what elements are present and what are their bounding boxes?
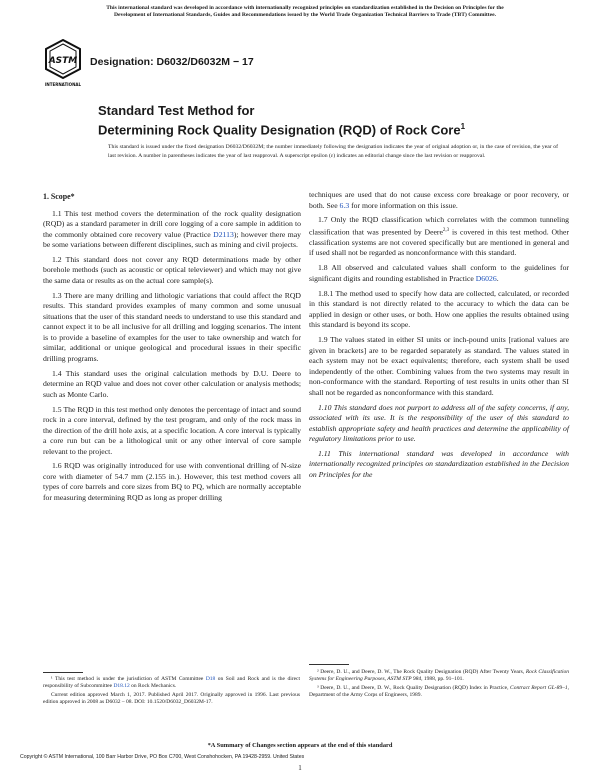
paragraph-text: 1.7 Only the RQD classification which correlates with the common tunneling classification that was presented by Deere xyxy=(309,215,569,237)
paragraph-1-11: 1.11 This international standard was developed in accordance with internationally recognized principles on standardization established in the Decision on Principles for the xyxy=(309,448,569,479)
footnote-italic: Contract Report GL-89–1 xyxy=(510,684,568,691)
paragraph-text: ); however there may be some variations between different disciplines, such as mining and civil projects. xyxy=(43,229,301,249)
footnote-text: ¹ This test method is under the jurisdiction of ASTM Committee xyxy=(51,676,206,682)
paragraph-1-4: 1.4 This standard uses the original calculation methods by D.U. Deere to determine an RQD value and does not cover other calculation or analysis methods; such as Monte Carlo. xyxy=(43,368,301,399)
top-notice-line2: Development of International Standards, Guides and Recommendations issued by the World Trade Organization Technical Barriers to Trade (TBT) Committee. xyxy=(113,12,497,18)
link-section-6-3[interactable]: 6.3 xyxy=(339,200,350,210)
paragraph-text: for more information on this issue. xyxy=(349,200,458,210)
link-d6026[interactable]: D6026 xyxy=(475,273,497,283)
footnote-text: , 1988, pp. 91–101. xyxy=(421,676,464,683)
footnote-2 xyxy=(309,669,569,684)
footnotes-left xyxy=(43,676,300,708)
paragraph-1-5: 1.5 The RQD in this test method only denotes the percentage of intact and sound rock in a core interval, defined by the test program, and only of the rock mass in the direction of the drill hole axis, at a specific location. A core interval is typically a core run but can be a lithological unit or any other interval of core sample relevant to the project. xyxy=(43,404,301,456)
title-text: Determining Rock Quality Designation (RQD) of Rock Core xyxy=(98,122,461,138)
top-notice-line1: This international standard was developed in accordance with internationally recognized principles on standardization established in the Decision on Principles for the xyxy=(106,5,504,11)
footnote-text: , Department of the Army Corps of Engineers, 1989. xyxy=(309,684,569,699)
copyright-line: Copyright © ASTM International, 100 Barr Harbor Drive, PO Box C700, West Conshohocken, PA 19428-2959. United States xyxy=(20,754,305,760)
footnote-divider-right xyxy=(309,664,349,665)
footnotes-right xyxy=(309,669,569,701)
section-heading-scope: 1. Scope* xyxy=(43,192,75,201)
designation: Designation: D6032/D6032M − 17 xyxy=(90,56,254,68)
footnote-1 xyxy=(43,676,300,691)
astm-logo xyxy=(44,39,82,89)
paragraph-1-7 xyxy=(309,215,569,259)
summary-of-changes-note: *A Summary of Changes section appears at the end of this standard xyxy=(207,742,393,749)
footnote-text: ² Deere, D. U., and Deere, D. W., The Rock Quality Designation (RQD) After Twenty Years, xyxy=(317,669,526,675)
footnote-edition: Current edition approved March 1, 2017. Published April 2017. Originally approved in 1996. Last previous edition approved in 2008 as D6032 – 08. DOI: 10.1520/D6032_D6032M-17. xyxy=(43,691,300,706)
paragraph-1-2: 1.2 This standard does not cover any RQD determinations made by other borehole methods (such as acoustic or optical televiewer) and which may not give the same data or results as on the actual core sample(s). xyxy=(43,254,301,285)
paragraph-1-10: 1.10 This standard does not purport to address all of the safety concerns, if any, associated with its use. It is the responsibility of the user of this standard to establish appropriate safety and health practices and determine the applicability of regulatory limitations prior to use. xyxy=(309,402,569,444)
paragraph-1-8 xyxy=(309,263,569,284)
footnote-3 xyxy=(309,685,569,700)
link-d18-12[interactable]: D18.12 xyxy=(113,683,130,690)
paragraph-text: 1.1 This test method covers the determination of the rock quality designation (RQD) as a standard parameter in drill core logging of a core sample in addition to the commonly obtained core recovery value (Practice xyxy=(43,208,301,239)
paragraph-continued xyxy=(309,190,569,211)
paragraph-text: is covered in this test method. Other classification systems are not covered specifically but are mentioned in general and if used shall not be regarded as nonconformance with this standard. xyxy=(309,227,569,258)
paragraph-1-1 xyxy=(43,209,301,251)
title-line2 xyxy=(98,119,568,138)
issue-note: This standard is issued under the fixed designation D6032/D6032M; the number immediately following the designation indicates the year of original adoption or, in the case of revision, the year of last revision. A number in parentheses indicates the year of last reapproval. A superscript epsilon (ε) indicates an editorial change since the last revision or reapproval. xyxy=(108,144,558,159)
footnote-italic: Rock Classification Systems for Engineering Purposes, ASTM STP 984 xyxy=(309,669,569,683)
footnote-divider-left xyxy=(43,672,83,673)
link-d2113[interactable]: D2113 xyxy=(213,229,234,239)
paragraph-1-9: 1.9 The values stated in either SI units or inch-pound units [rational values are given in brackets] are to be regarded separately as standard. The values stated in each system may not be exact equivalents; therefore, each system shall be used independently of the other. Combining values from the two systems may result in non-conformance with the standard. Reporting of test results in units other than SI shall not be regarded as nonconformance with this standard. xyxy=(309,335,569,397)
link-d18[interactable]: D18 xyxy=(205,676,216,682)
top-notice xyxy=(40,5,570,19)
paragraph-1-6: 1.6 RQD was originally introduced for use with conventional drilling of N-size core with diameter of 54.7 mm (2.155 in.). However, this test method covers all types of core barrels and core sizes from BQ to PQ, which are normally acceptable for measuring determining RQD as long as proper drilling xyxy=(43,461,301,502)
footnote-ref: 2,3 xyxy=(442,227,450,233)
footnote-text: ³ Deere, D. U., and Deere, D. W., Rock Quality Designation (RQD) Index in Practice, xyxy=(317,684,511,691)
paragraph-1-8-1: 1.8.1 The method used to specify how data are collected, calculated, or recorded in this standard is not directly related to the accuracy to which the data can be applied in design or other uses, or both. How one applies the results obtained using this standard is beyond its scope. xyxy=(309,288,569,330)
paragraph-text: techniques are used that do not cause excess core breakage or poor recovery, or both. See xyxy=(309,190,569,210)
logo-subtext: INTERNATIONAL xyxy=(44,82,82,87)
page-number: 1 xyxy=(298,764,302,772)
paragraph-1-3: 1.3 There are many drilling and lithologic variations that could affect the RQD results. This standard provides examples of many common and some unusual situations that the user of this standard needs to understand to use this standard and cannot expect it to be all inclusive for all drilling and logging scenarios. The intent is to provide a baseline of examples for the user to take ownership and watch for similar, additional or unique geological and procedural issues in their specific drilling programs. xyxy=(43,290,301,363)
paragraph-text: 1.8 All observed and calculated values shall conform to the guidelines for significant digits and rounding established in Practice xyxy=(309,263,569,283)
paragraph-text: . xyxy=(496,273,499,283)
right-column xyxy=(309,190,569,485)
left-column xyxy=(43,192,301,508)
footnote-text: on Soil and Rock and is the direct responsibility of Subcommittee xyxy=(43,676,300,690)
logo-text: ASTM xyxy=(48,56,78,66)
title-line1: Standard Test Method for xyxy=(98,103,255,118)
footnote-text: on Rock Mechanics. xyxy=(129,683,177,690)
title-footnote-mark: 1 xyxy=(460,122,466,131)
title-block xyxy=(98,103,568,138)
